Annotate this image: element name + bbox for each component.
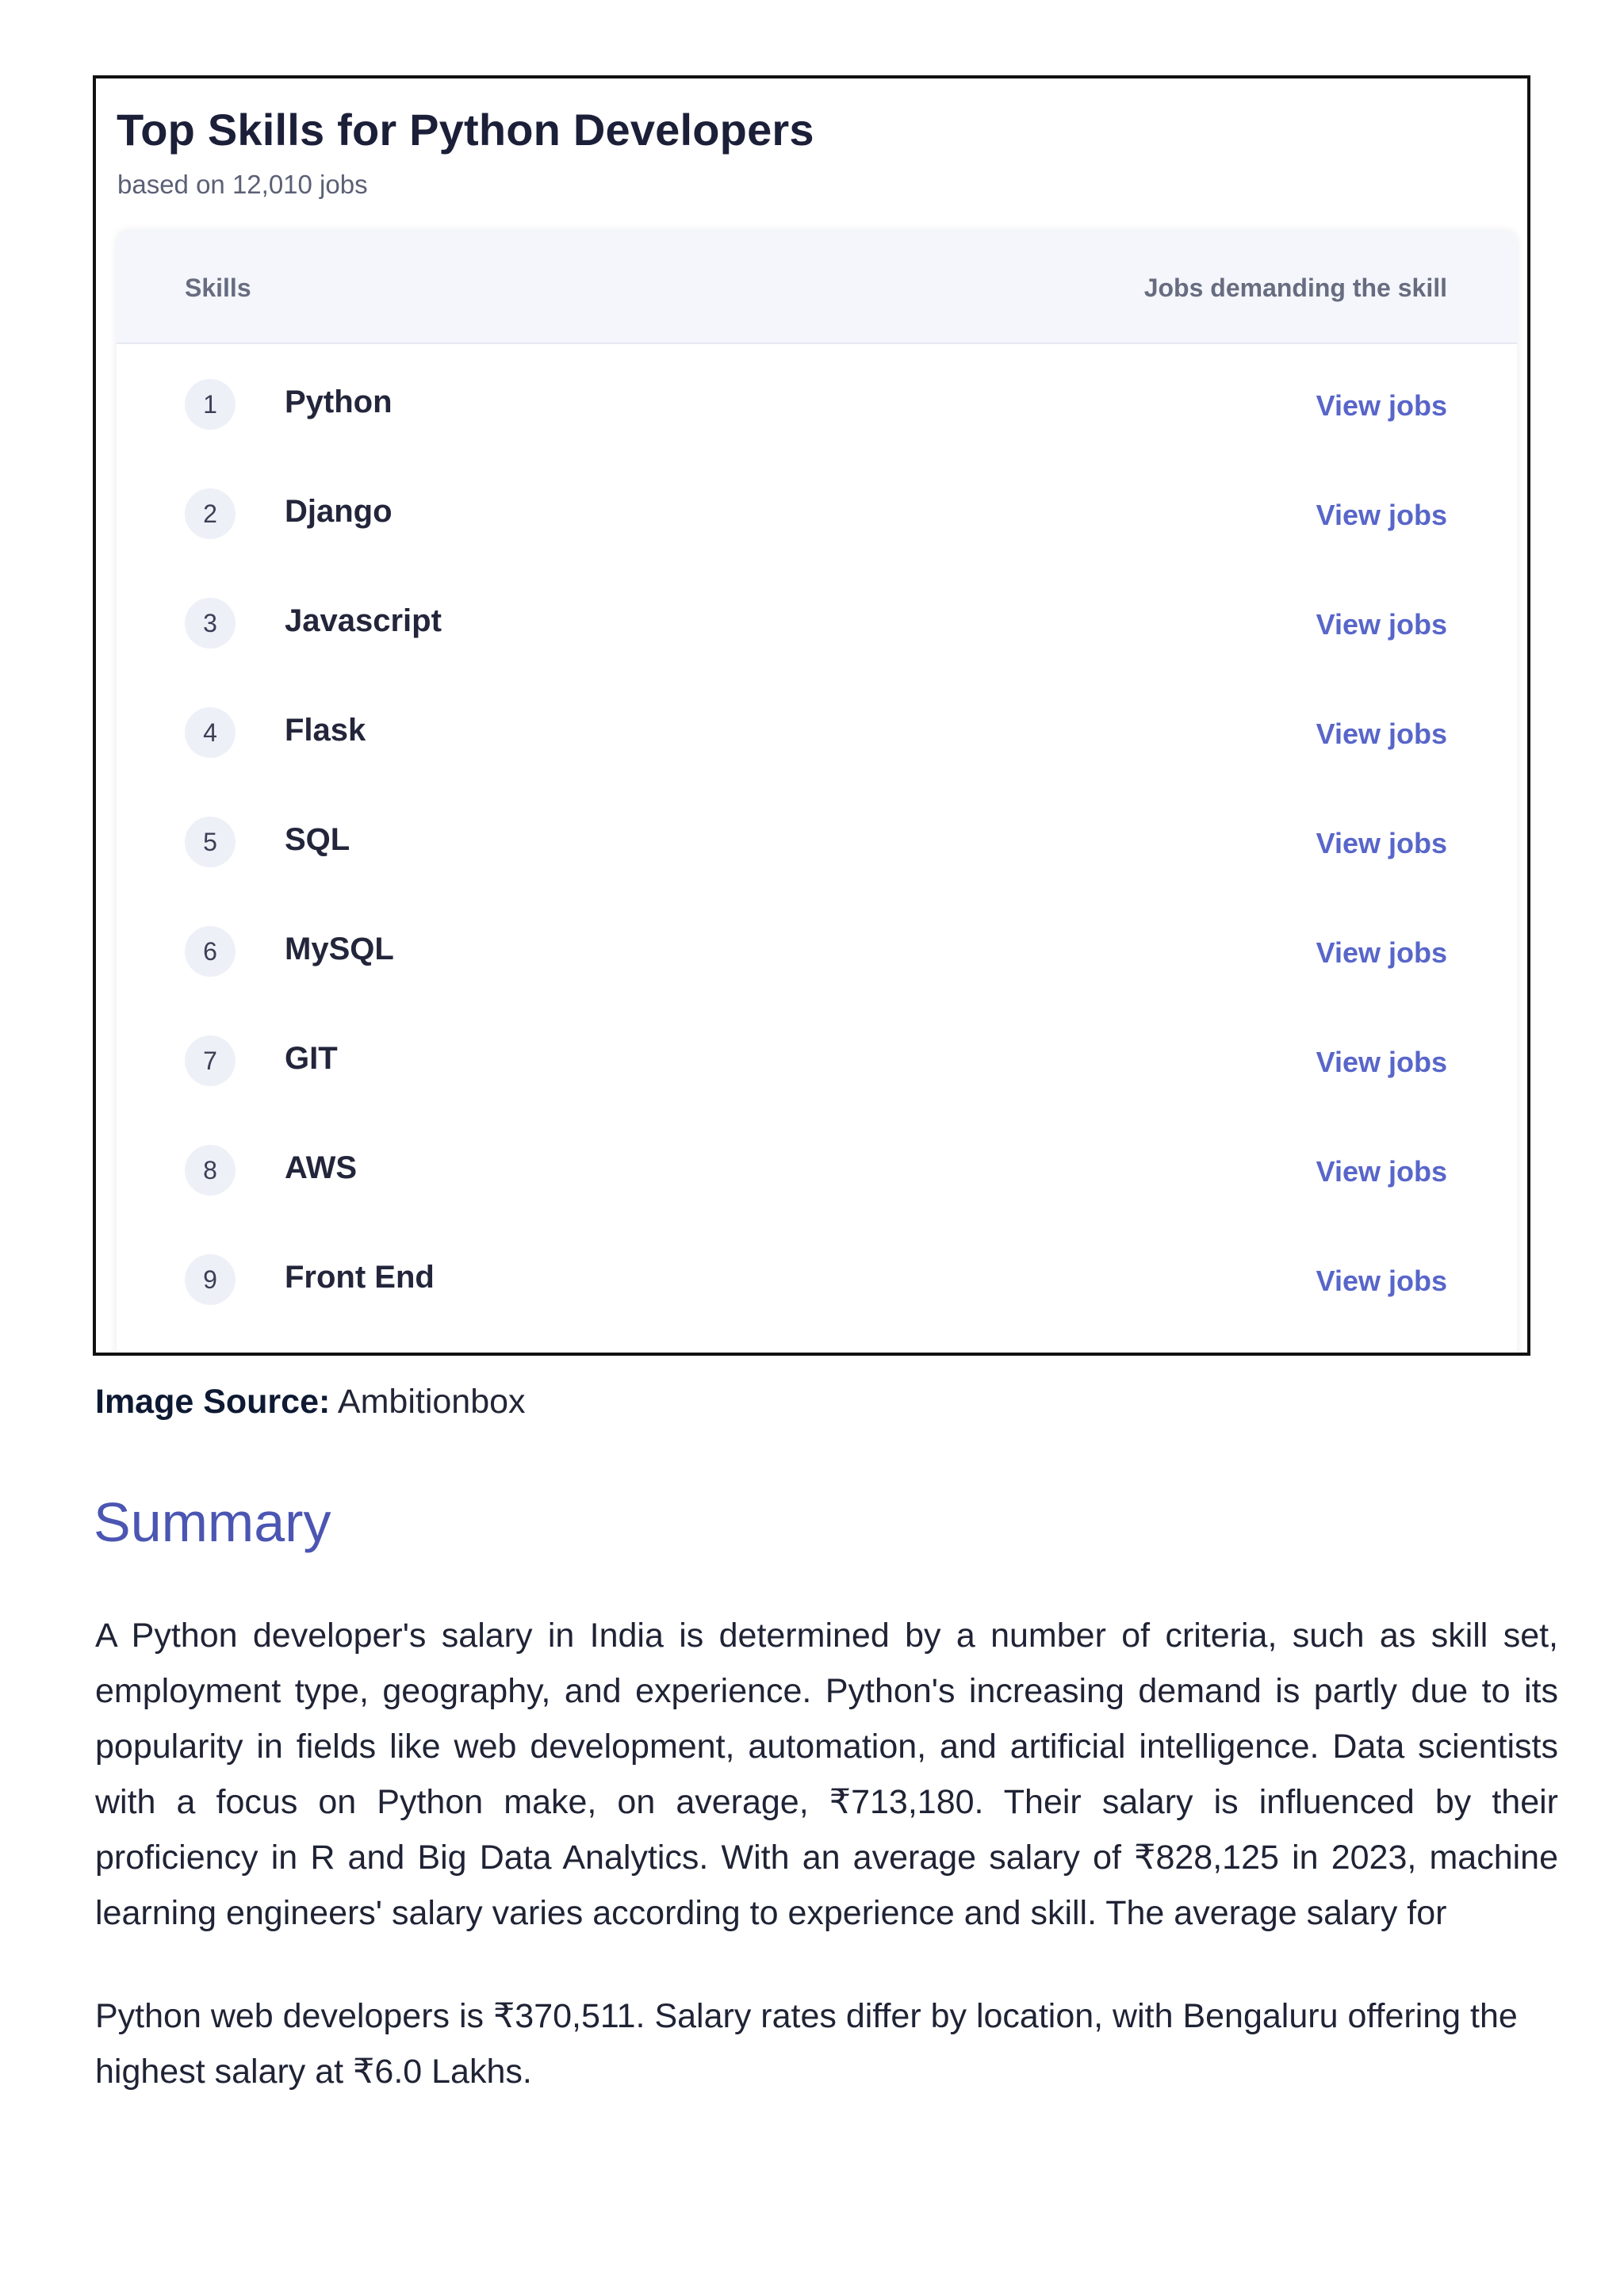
table-row (117, 672, 1517, 782)
rank-badge: 4 (185, 707, 236, 758)
summary-paragraph-1: A Python developer's salary in India is determined by a number of criteria, such as skill set, employment type, geography, and experience. Python's increasing demand is partly due to its popularity in fields like web development, automation, and artificial intelligence. Data scientists with a focus on Python make, on average, ₹713,180. Their salary is influenced by their proficiency in R and Big Data Analytics. With an average salary of ₹828,125 in 2023, machine learning engineers' salary varies according to experience and skill. The average salary for (95, 1617, 1558, 1932)
rank-badge: 3 (185, 598, 236, 649)
table-header (117, 231, 1517, 344)
skills-list (117, 344, 1517, 1329)
view-jobs-link[interactable]: View jobs (1316, 936, 1447, 969)
skill-name: GIT (285, 1041, 338, 1076)
table-row (117, 1001, 1517, 1110)
view-jobs-link[interactable]: View jobs (1316, 718, 1447, 750)
rank-badge: 2 (185, 488, 236, 539)
column-header-jobs: Jobs demanding the skill (1143, 274, 1447, 302)
table-row (117, 782, 1517, 891)
rank-badge: 5 (185, 817, 236, 867)
view-jobs-link[interactable]: View jobs (1316, 1155, 1447, 1188)
rank-badge: 7 (185, 1035, 236, 1086)
view-jobs-link[interactable]: View jobs (1316, 1265, 1447, 1297)
table-row (117, 1219, 1517, 1329)
skill-name: Front End (285, 1260, 435, 1295)
image-source-value: Ambitionbox (330, 1383, 526, 1421)
image-source-caption (95, 1383, 526, 1422)
card-title: Top Skills for Python Developers (117, 105, 814, 155)
skill-name: Javascript (285, 603, 442, 638)
table-row (117, 453, 1517, 563)
table-row (117, 891, 1517, 1001)
skill-name: Python (285, 385, 393, 419)
rank-badge: 9 (185, 1254, 236, 1305)
skill-name: MySQL (285, 932, 394, 966)
skills-table (117, 231, 1517, 1356)
view-jobs-link[interactable]: View jobs (1316, 389, 1447, 422)
summary-heading: Summary (94, 1491, 331, 1553)
image-source-label: Image Source: (95, 1383, 331, 1421)
skill-name: Django (285, 494, 393, 529)
table-row (117, 563, 1517, 672)
skill-name: Flask (285, 713, 366, 748)
rank-badge: 8 (185, 1145, 236, 1196)
view-jobs-link[interactable]: View jobs (1316, 499, 1447, 531)
skill-name: SQL (285, 822, 350, 857)
view-jobs-link[interactable]: View jobs (1316, 1046, 1447, 1078)
skill-name: AWS (285, 1150, 358, 1185)
top-skills-card-image (93, 75, 1530, 1356)
summary-paragraph-2: Python web developers is ₹370,511. Salary rates differ by location, with Bengaluru offering the highest salary at ₹6.0 Lakhs. (95, 1997, 1518, 2091)
view-jobs-link[interactable]: View jobs (1316, 827, 1447, 859)
view-jobs-link[interactable]: View jobs (1316, 608, 1447, 641)
card-subtitle: based on 12,010 jobs (117, 170, 368, 199)
rank-badge: 1 (185, 379, 236, 430)
column-header-skills: Skills (185, 274, 251, 302)
table-row (117, 344, 1517, 453)
rank-badge: 6 (185, 926, 236, 977)
table-row (117, 1110, 1517, 1219)
